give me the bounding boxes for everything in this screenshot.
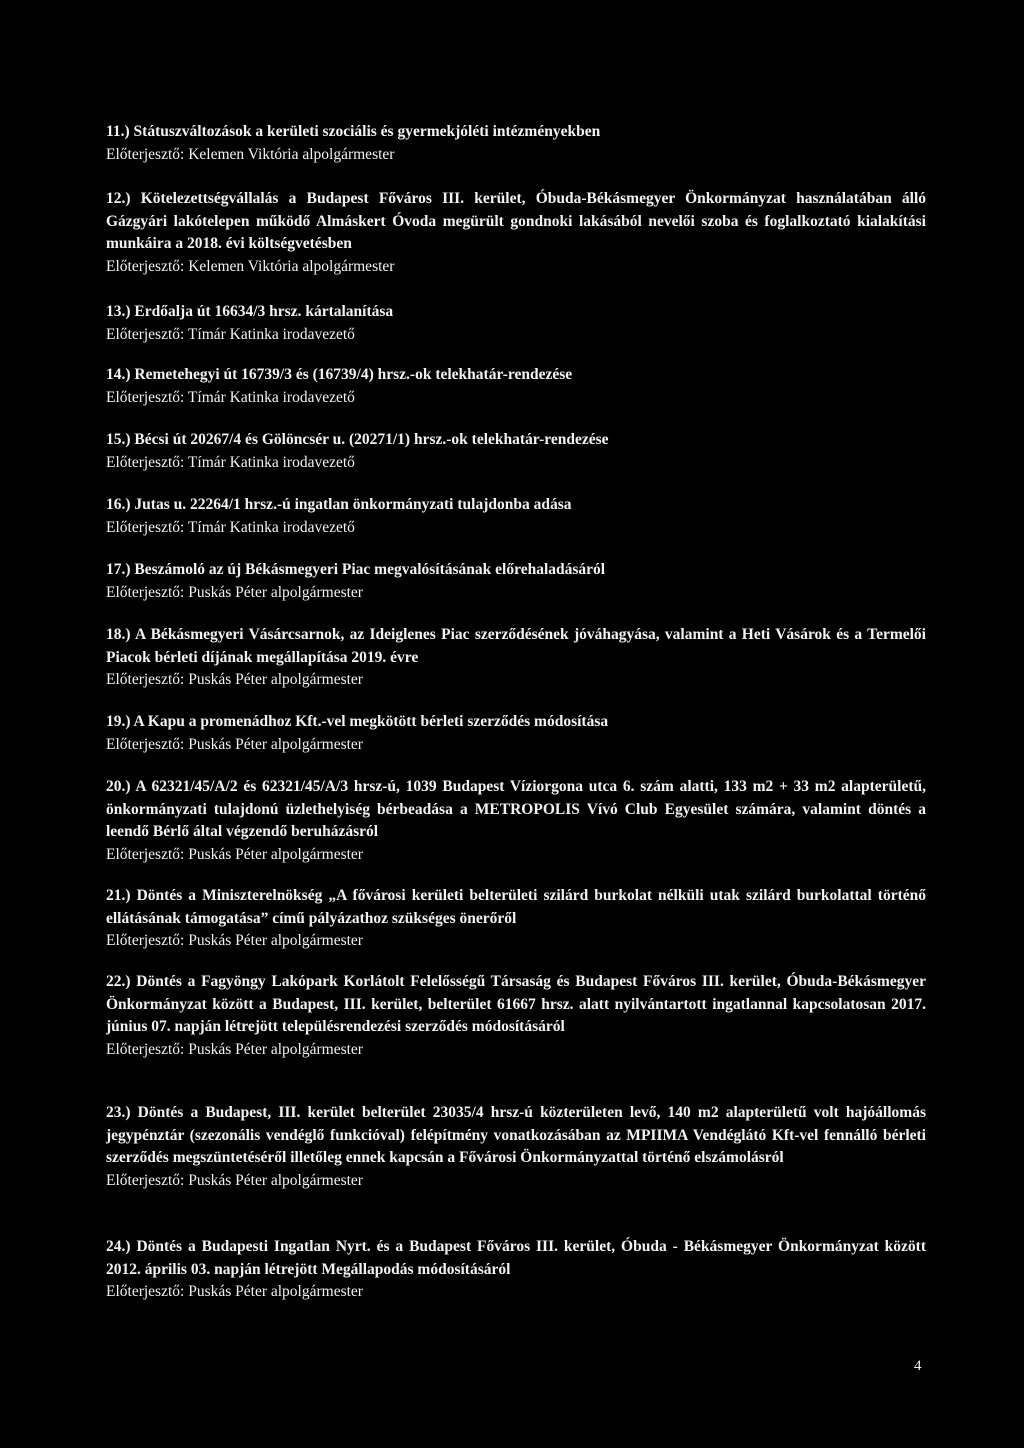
- agenda-item-title: 21.) Döntés a Miniszterelnökség „A fővárosi kerületi belterületi szilárd burkolat nélküli utak szilárd burkolattal történő ellátásának támogatása” című pályázathoz szükséges önerőről: [106, 887, 926, 927]
- agenda-item-title: 22.) Döntés a Fagyöngy Lakópark Korlátolt Felelősségű Társaság és Budapest Főváros III. kerület, Óbuda-Békásmegyer Önkormányzat között a Budapest, III. kerület, belterület 61667 hrsz. alatt nyilvántartott ingatlannal kapcsolatosan 2017. június 07. napján létrejött településrendezési szerződés módosításáról: [106, 973, 926, 1035]
- agenda-item-presenter: Előterjesztő: Tímár Katinka irodavezető: [106, 518, 355, 536]
- agenda-item-title: 13.) Erdőalja út 16634/3 hrsz. kártalanítása: [106, 303, 394, 320]
- agenda-item-presenter: Előterjesztő: Puskás Péter alpolgármester: [106, 735, 363, 753]
- agenda-item-title: 16.) Jutas u. 22264/1 hrsz.-ú ingatlan önkormányzati tulajdonba adása: [106, 496, 572, 513]
- agenda-item-14: [106, 364, 926, 409]
- agenda-item-presenter: Előterjesztő: Kelemen Viktória alpolgármester: [106, 145, 395, 163]
- agenda-item-presenter: Előterjesztő: Tímár Katinka irodavezető: [106, 453, 355, 471]
- agenda-item-19: [106, 711, 926, 756]
- agenda-item-17: [106, 559, 926, 604]
- agenda-item-presenter: Előterjesztő: Puskás Péter alpolgármester: [106, 1040, 363, 1058]
- agenda-item-20: [106, 776, 926, 866]
- agenda-item-16: [106, 494, 926, 539]
- agenda-item-presenter: Előterjesztő: Puskás Péter alpolgármester: [106, 932, 363, 949]
- agenda-item-title: 24.) Döntés a Budapesti Ingatlan Nyrt. és a Budapest Főváros III. kerület, Óbuda - Békásmegyer Önkormányzat között 2012. április 03. napján létrejött Megállapodás módosításáról: [106, 1238, 926, 1278]
- agenda-item-22: [106, 971, 926, 1061]
- agenda-item-title: 20.) A 62321/45/A/2 és 62321/45/A/3 hrsz-ú, 1039 Budapest Víziorgona utca 6. szám alatti, 133 m2 + 33 m2 alapterületű, önkormányzati tulajdonú üzlethelyiség bérbeadása a METROPOLIS Vívó Club Egyesület számára, valamint döntés a leendő Bérlő által végzendő beruházásról: [106, 778, 926, 840]
- agenda-item-title: 12.) Kötelezettségvállalás a Budapest Főváros III. kerület, Óbuda-Békásmegyer Önkormányzat használatában álló Gázgyári lakótelepen működő Almáskert Óvoda megürült gondnoki lakásából nevelői szoba és foglalkoztató kialakítási munkáira a 2018. évi költségvetésben: [106, 190, 926, 252]
- agenda-item-presenter: Előterjesztő: Puskás Péter alpolgármester: [106, 845, 363, 863]
- agenda-item-presenter: Előterjesztő: Tímár Katinka irodavezető: [106, 388, 355, 406]
- agenda-item-23: [106, 1102, 926, 1192]
- agenda-item-24: [106, 1236, 926, 1304]
- agenda-item-title: 17.) Beszámoló az új Békásmegyeri Piac megvalósításának előrehaladásáról: [106, 561, 606, 578]
- agenda-item-13: [106, 301, 926, 346]
- agenda-item-12: [106, 188, 926, 278]
- agenda-item-title: 14.) Remetehegyi út 16739/3 és (16739/4) hrsz.-ok telekhatár-rendezése: [106, 366, 573, 383]
- agenda-item-11: [106, 121, 926, 166]
- agenda-item-title: 18.) A Békásmegyeri Vásárcsarnok, az Ideiglenes Piac szerződésének jóváhagyása, valamint a Heti Vásárok és a Termelői Piacok bérleti díjának megállapítása 2019. évre: [106, 626, 926, 666]
- agenda-item-title: 15.) Bécsi út 20267/4 és Gölöncsér u. (20271/1) hrsz.-ok telekhatár-rendezése: [106, 431, 609, 448]
- agenda-item-15: [106, 429, 926, 474]
- agenda-item-title: 23.) Döntés a Budapest, III. kerület belterület 23035/4 hrsz-ú közterületen levő, 140 m2 alapterületű volt hajóállomás jegypénztár (szezonális vendéglő funkcióval) felépítmény vonatkozásában az MPIIMA Vendéglátó Kft-vel fennálló bérleti szerződés megszüntetéséről illetőleg ennek kapcsán a Fővárosi Önkormányzattal történő elszámolásról: [106, 1104, 926, 1166]
- agenda-item-presenter: Előterjesztő: Puskás Péter alpolgármester: [106, 1171, 363, 1189]
- agenda-item-title: 11.) Státuszváltozások a kerületi szociális és gyermekjóléti intézményekben: [106, 123, 601, 140]
- agenda-item-presenter: Előterjesztő: Puskás Péter alpolgármester: [106, 671, 363, 688]
- agenda-item-18: [106, 624, 926, 692]
- agenda-item-presenter: Előterjesztő: Tímár Katinka irodavezető: [106, 325, 355, 343]
- agenda-item-presenter: Előterjesztő: Puskás Péter alpolgármester: [106, 1283, 363, 1300]
- agenda-item-presenter: Előterjesztő: Kelemen Viktória alpolgármester: [106, 257, 395, 275]
- agenda-item-title: 19.) A Kapu a promenádhoz Kft.-vel megkötött bérleti szerződés módosítása: [106, 713, 609, 730]
- agenda-item-21: [106, 885, 926, 953]
- page-number: 4: [914, 1358, 922, 1374]
- agenda-item-presenter: Előterjesztő: Puskás Péter alpolgármester: [106, 583, 363, 601]
